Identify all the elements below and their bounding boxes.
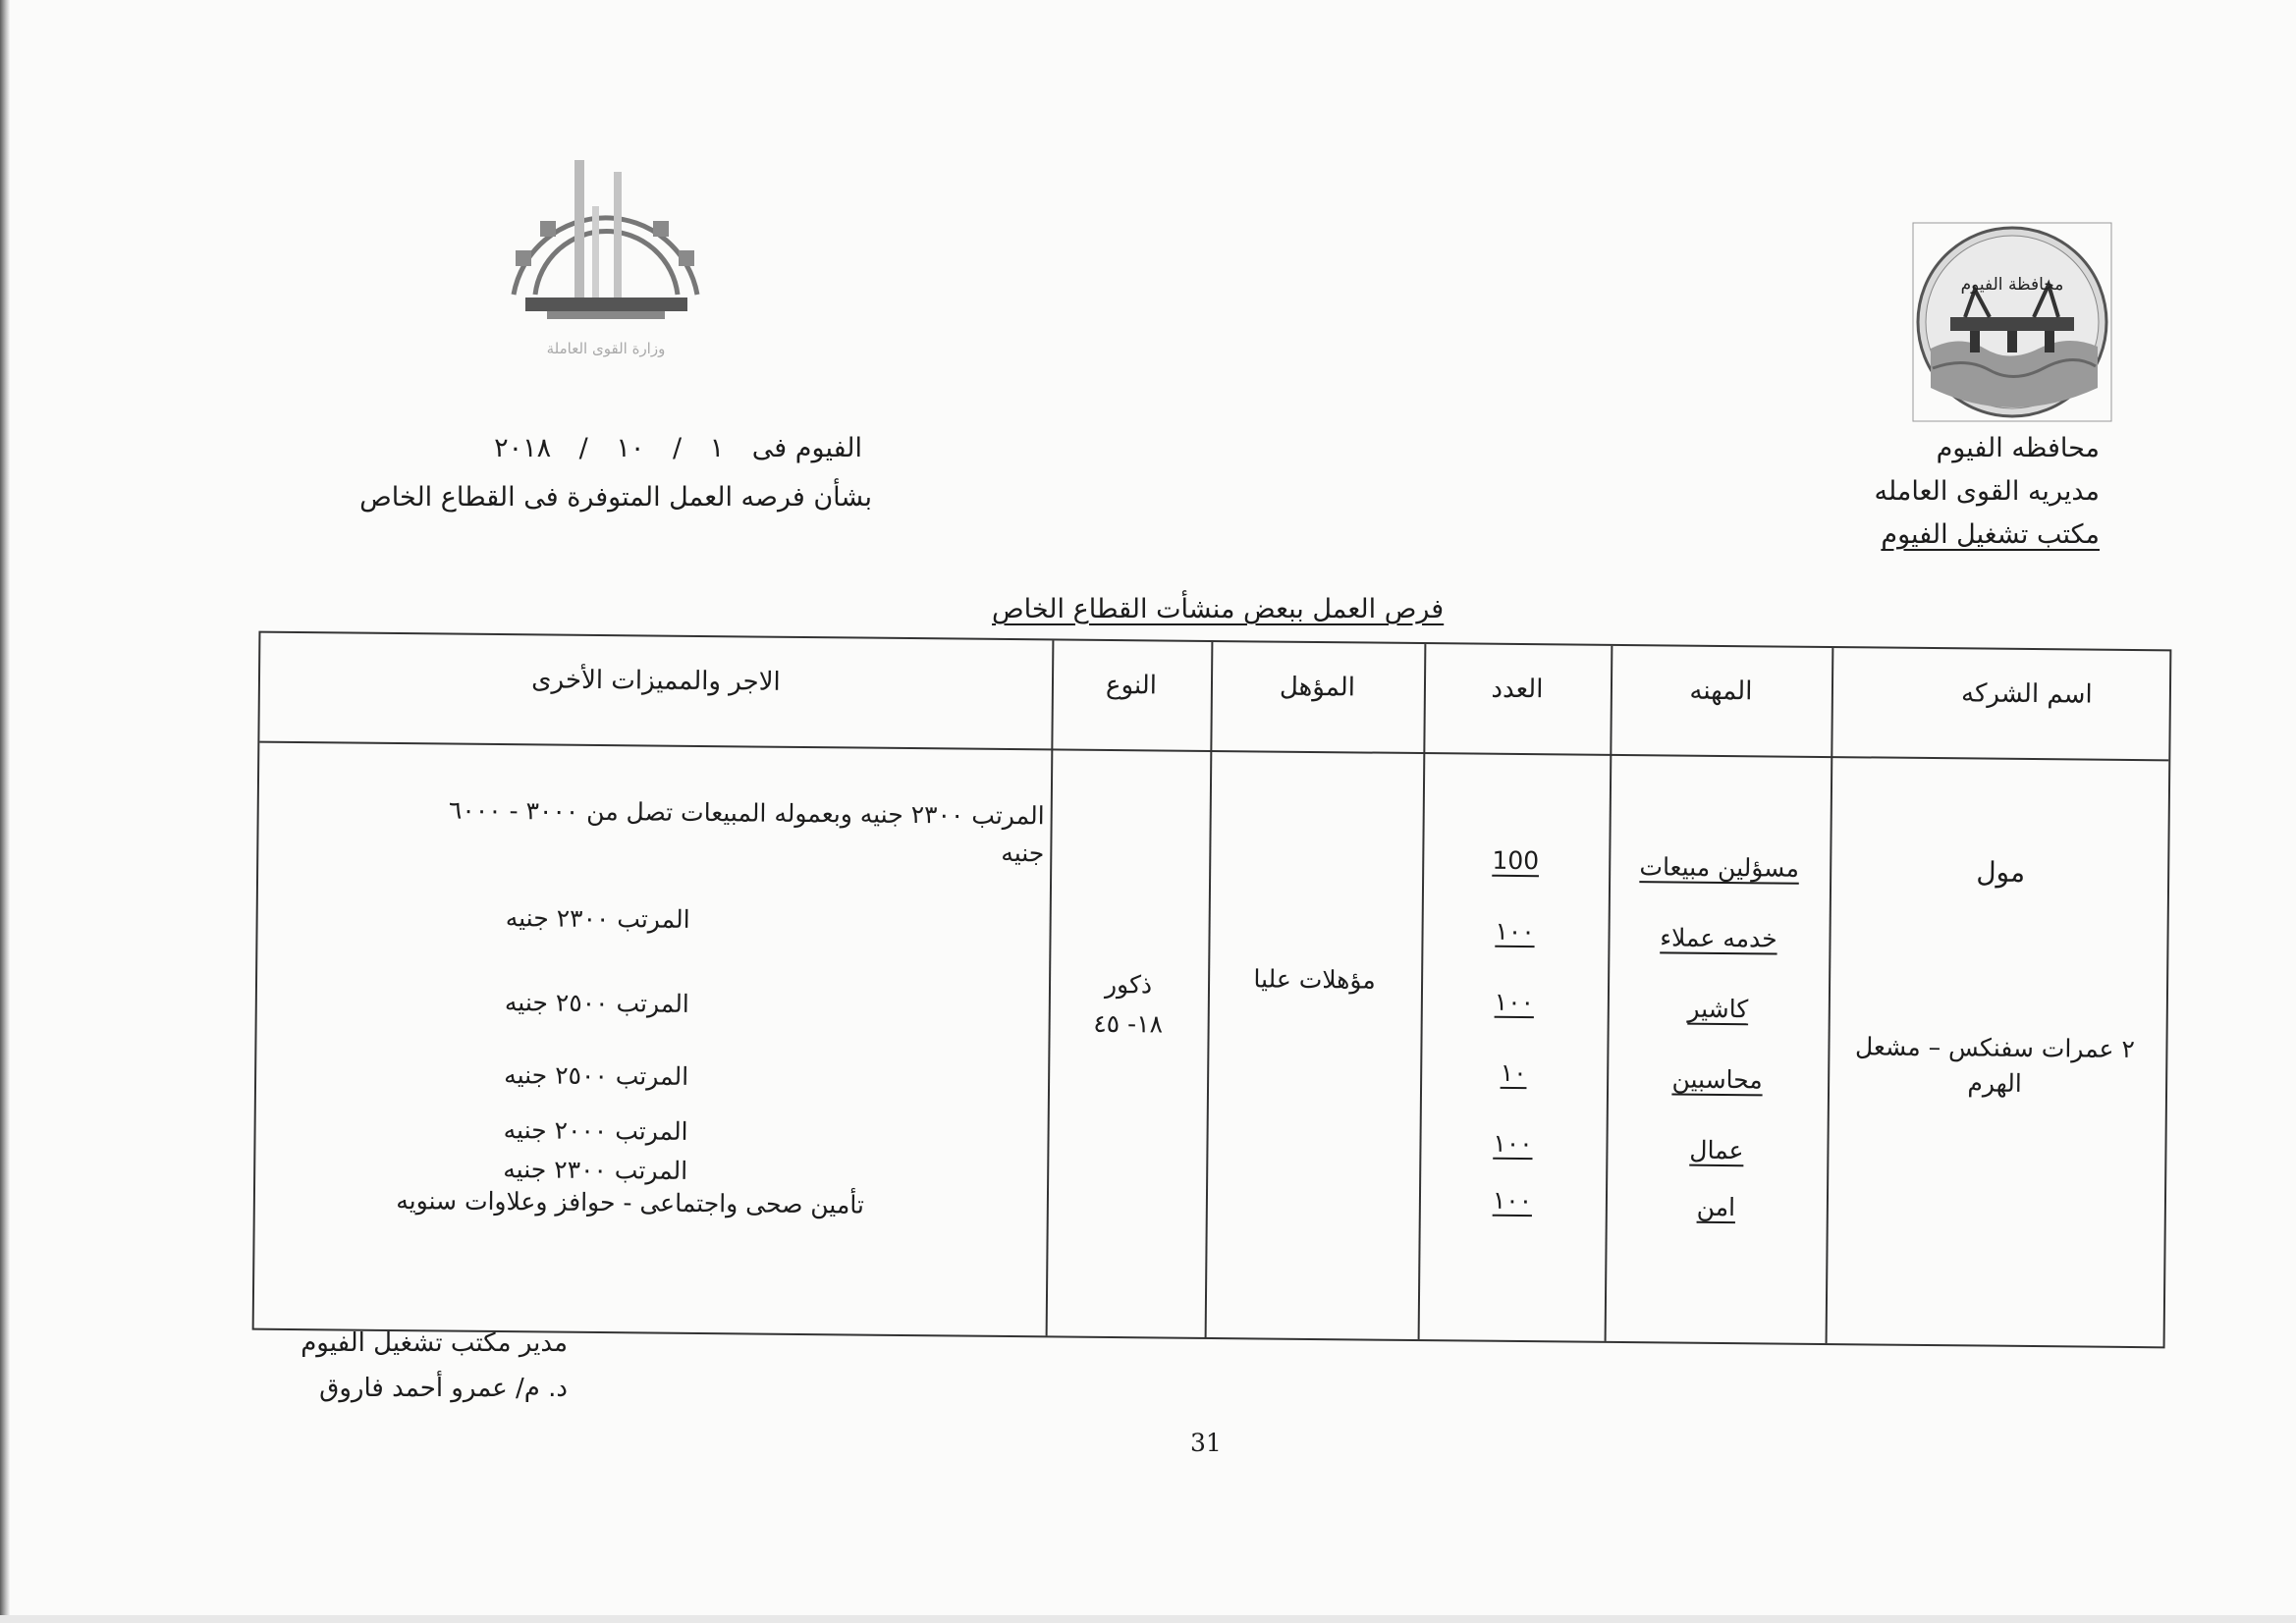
profession-item: محاسبين <box>1671 1064 1763 1095</box>
pay-benefits: تأمين صحى واجتماعى - حوافز وعلاوات سنويه <box>396 1186 865 1219</box>
profession-item: خدمه عملاء <box>1660 923 1777 953</box>
pay-cell <box>298 790 1045 872</box>
gender: ذكور <box>1104 969 1153 1000</box>
date-day: ١ <box>709 433 725 463</box>
date-separator-1: / <box>672 433 683 463</box>
directorate-name: مديريه القوى العامله <box>1874 476 2100 507</box>
age-range: ١٨- ٤٥ <box>1093 1008 1164 1039</box>
date-month: ١٠ <box>616 433 645 463</box>
date-place: الفيوم فى <box>751 433 862 463</box>
header-profession: المهنه <box>1689 676 1753 707</box>
letter-header <box>359 424 872 522</box>
scan-left-edge <box>0 0 10 1623</box>
profession-item: امن <box>1696 1192 1736 1222</box>
date-line <box>359 424 872 473</box>
ministry-logo-text: وزارة القوى العاملة <box>546 340 666 357</box>
scan-bottom-edge <box>0 1615 2296 1623</box>
count-item: ١٠٠ <box>1492 1185 1533 1216</box>
signature-block <box>301 1321 568 1411</box>
pay-line: المرتب ٢٣٠٠ جنيه <box>505 903 690 934</box>
table-title: فرص العمل ببعض منشأت القطاع الخاص <box>992 594 1445 624</box>
count-item: ١٠ <box>1500 1057 1527 1088</box>
pay-line: جنيه <box>1001 838 1045 868</box>
signature-title: مدير مكتب تشغيل الفيوم <box>301 1328 568 1358</box>
pay-line: المرتب ٢٥٠٠ جنيه <box>504 988 689 1018</box>
header-company: اسم الشركه <box>1960 678 2093 710</box>
pay-line: المرتب ٢٠٠٠ جنيه <box>503 1115 688 1146</box>
company-address: ٢ عمرات سفنكس – مشعل الهرم <box>1854 1032 2136 1098</box>
header-count: العدد <box>1491 674 1544 705</box>
pay-line: المرتب ٢٣٠٠ جنيه وبعموله المبيعات تصل من ٣٠٠٠ - ٦٠٠٠ <box>448 795 1045 831</box>
header-pay: الاجر والمميزات الأخرى <box>531 665 781 697</box>
governorate-name: محافظه الفيوم <box>1936 433 2100 463</box>
pay-line: المرتب ٢٣٠٠ جنيه <box>503 1155 688 1185</box>
governorate-seal-text: محافظة الفيوم <box>1960 275 2064 295</box>
ministry-of-manpower-gear-logo-icon <box>496 152 717 373</box>
date-separator-2: / <box>578 433 588 463</box>
page-number: 31 <box>1190 1429 1222 1457</box>
professions-list <box>1605 847 1830 1260</box>
company-name: مول <box>1976 855 2026 889</box>
pay-cell-list <box>295 896 690 1191</box>
header-divider <box>259 741 2168 762</box>
profession-item: كاشير <box>1687 994 1749 1024</box>
office-name: مكتب تشغيل الفيوم <box>1881 519 2100 550</box>
profession-item: عمال <box>1689 1135 1744 1165</box>
governorate-header <box>1874 427 2100 557</box>
counts-list <box>1418 840 1609 1253</box>
qualification: مؤهلات عليا <box>1253 964 1376 995</box>
letter-subject: بشأن فرصه العمل المتوفرة فى القطاع الخاص <box>359 482 872 513</box>
count-item: 100 <box>1492 845 1540 876</box>
profession-item: مسؤلين مبيعات <box>1639 852 1800 883</box>
header-type: النوع <box>1105 670 1158 701</box>
count-item: ١٠٠ <box>1495 916 1535 947</box>
count-item: ١٠٠ <box>1494 987 1535 1017</box>
signature-name: د. م/ عمرو أحمد فاروق <box>319 1374 568 1403</box>
pay-line: المرتب ٢٥٠٠ جنيه <box>504 1060 689 1091</box>
count-item: ١٠٠ <box>1493 1128 1533 1159</box>
header-qualification: المؤهل <box>1279 672 1356 703</box>
type-cell <box>1048 964 1208 1045</box>
job-opportunities-table <box>252 631 2172 1349</box>
date-year: ٢٠١٨ <box>494 433 552 463</box>
fayoum-governorate-seal-icon <box>1911 221 2113 423</box>
